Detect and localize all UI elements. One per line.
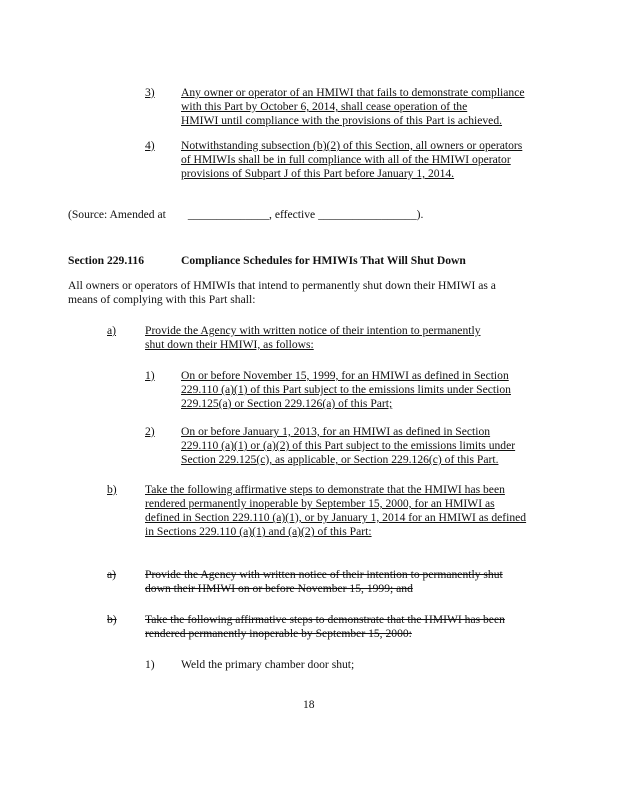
a1-line: 229.110 (a)(1) of this Part subject to the emissions limits under Section [181, 383, 511, 396]
intro-line: All owners or operators of HMIWIs that intend to permanently shut down their HMIWI as a [68, 279, 496, 292]
a2-line: 229.110 (a)(1) or (a)(2) of this Part subject to the emissions limits under [181, 439, 516, 452]
page-number: 18 [303, 698, 315, 711]
b1-text: Weld the primary chamber door shut; [181, 658, 355, 671]
subsection-a-line: shut down their HMIWI, as follows: [145, 338, 314, 351]
subsection-b-line: rendered permanently inoperable by September 15, 2000, for an HMIWI as [145, 497, 495, 510]
item-3-line: with this Part by October 6, 2014, shall cease operation of the [181, 100, 468, 113]
source-effective: , effective [269, 208, 316, 221]
a1-line: On or before November 15, 1999, for an HMIWI as defined in Section [181, 369, 509, 382]
item-3-line: Any owner or operator of an HMIWI that fails to demonstrate compliance [181, 86, 525, 99]
subsection-b-line: defined in Section 229.110 (a)(1), or by January 1, 2014 for an HMIWI as defined [145, 511, 527, 524]
subsection-b-line: Take the following affirmative steps to demonstrate that the HMIWI has been [145, 483, 505, 496]
deleted-a-line: Provide the Agency with written notice of their intention to permanently shut [145, 568, 503, 581]
deleted-a-label: a) [107, 568, 117, 581]
a2-label: 2) [145, 425, 155, 438]
source-blank-date: ______________ [187, 208, 270, 221]
b1-label: 1) [145, 658, 155, 671]
source-prefix: (Source: Amended at [68, 208, 166, 221]
a2-line: Section 229.125(c), as applicable, or Section 229.126(c) of this Part. [181, 453, 499, 466]
deleted-b-line: rendered permanently inoperable by September 15, 2000: [145, 627, 412, 640]
item-4-line: Notwithstanding subsection (b)(2) of this Section, all owners or operators [181, 139, 523, 152]
source-note [68, 208, 423, 222]
subsection-b-label: b) [107, 483, 117, 496]
intro-line: means of complying with this Part shall: [68, 293, 256, 306]
item-3-line: HMIWI until compliance with the provisions of this Part is achieved. [181, 114, 503, 127]
a1-line: 229.125(a) or Section 229.126(a) of this Part; [181, 397, 393, 410]
subsection-b-line: in Sections 229.110 (a)(1) and (a)(2) of this Part: [145, 525, 372, 538]
deleted-a-line: down their HMIWI on or before November 15, 1999; and [145, 582, 413, 595]
section-number: Section 229.116 [68, 254, 145, 267]
source-suffix: ). [416, 208, 424, 221]
item-3-label: 3) [145, 86, 155, 99]
item-4-line: provisions of Subpart J of this Part before January 1, 2014. [181, 167, 455, 180]
subsection-a-line: Provide the Agency with written notice of their intention to permanently [145, 324, 481, 337]
deleted-b-line: Take the following affirmative steps to demonstrate that the HMIWI has been [145, 613, 505, 626]
a2-line: On or before January 1, 2013, for an HMIWI as defined in Section [181, 425, 491, 438]
deleted-b-label: b) [107, 613, 117, 626]
source-blank-effective: _________________ [318, 208, 417, 221]
item-4-label: 4) [145, 139, 155, 152]
subsection-a-label: a) [107, 324, 117, 337]
section-title: Compliance Schedules for HMIWIs That Will Shut Down [181, 254, 466, 267]
a1-label: 1) [145, 369, 155, 382]
item-4-line: of HMIWIs shall be in full compliance with all of the HMIWI operator [181, 153, 511, 166]
